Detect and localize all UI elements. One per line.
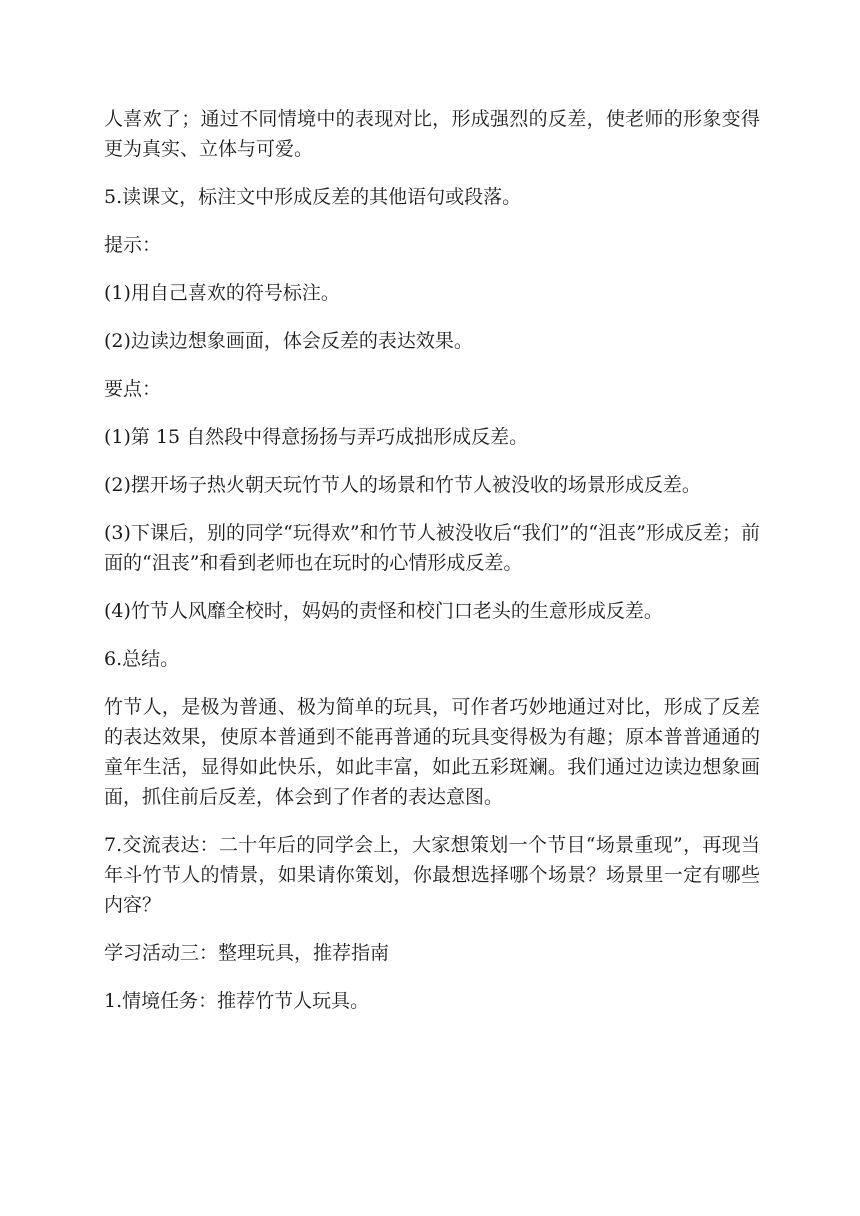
task-5-heading: 5.读课文，标注文中形成反差的其他语句或段落。 (104, 186, 522, 208)
key-point-1: (1)第 15 自然段中得意扬扬与弄巧成拙形成反差。 (104, 426, 529, 448)
summary-paragraph: 竹节人，是极为普通、极为简单的玩具，可作者巧妙地通过对比，形成了反差的表达效果，使原本普通到不能再普通的玩具变得极为有趣；原本普普通通的童年生活，显得如此快乐，如此丰富，如此五彩斑斓。我们通过边读边想象画面，抓住前后反差，体会到了作者的表达意图。 (104, 696, 760, 808)
paragraph-teacher-image: 人喜欢了；通过不同情境中的表现对比，形成强烈的反差，使老师的形象变得更为真实、立体与可爱。 (104, 108, 760, 160)
key-points-label: 要点： (104, 378, 162, 400)
hint-item-2: (2)边读边想象画面，体会反差的表达效果。 (104, 330, 473, 352)
activity-3-heading: 学习活动三：整理玩具，推荐指南 (104, 942, 390, 964)
key-point-2: (2)摆开场子热火朝天玩竹节人的场景和竹节人被没收的场景形成反差。 (104, 474, 701, 496)
task-7-paragraph: 7.交流表达：二十年后的同学会上，大家想策划一个节目“场景重现”，再现当年斗竹节人的情景，如果请你策划，你最想选择哪个场景？场景里一定有哪些内容？ (104, 834, 760, 916)
hint-label: 提示： (104, 234, 162, 256)
hint-item-1: (1)用自己喜欢的符号标注。 (104, 282, 340, 304)
task-6-heading: 6.总结。 (104, 648, 180, 670)
document-body (104, 104, 760, 1034)
situation-task: 1.情境任务：推荐竹节人玩具。 (104, 990, 370, 1012)
key-point-3: (3)下课后，别的同学“玩得欢”和竹节人被没收后“我们”的“沮丧”形成反差；前面的“沮丧”和看到老师也在玩时的心情形成反差。 (104, 522, 760, 574)
key-point-4: (4)竹节人风靡全校时，妈妈的责怪和校门口老头的生意形成反差。 (104, 600, 663, 622)
